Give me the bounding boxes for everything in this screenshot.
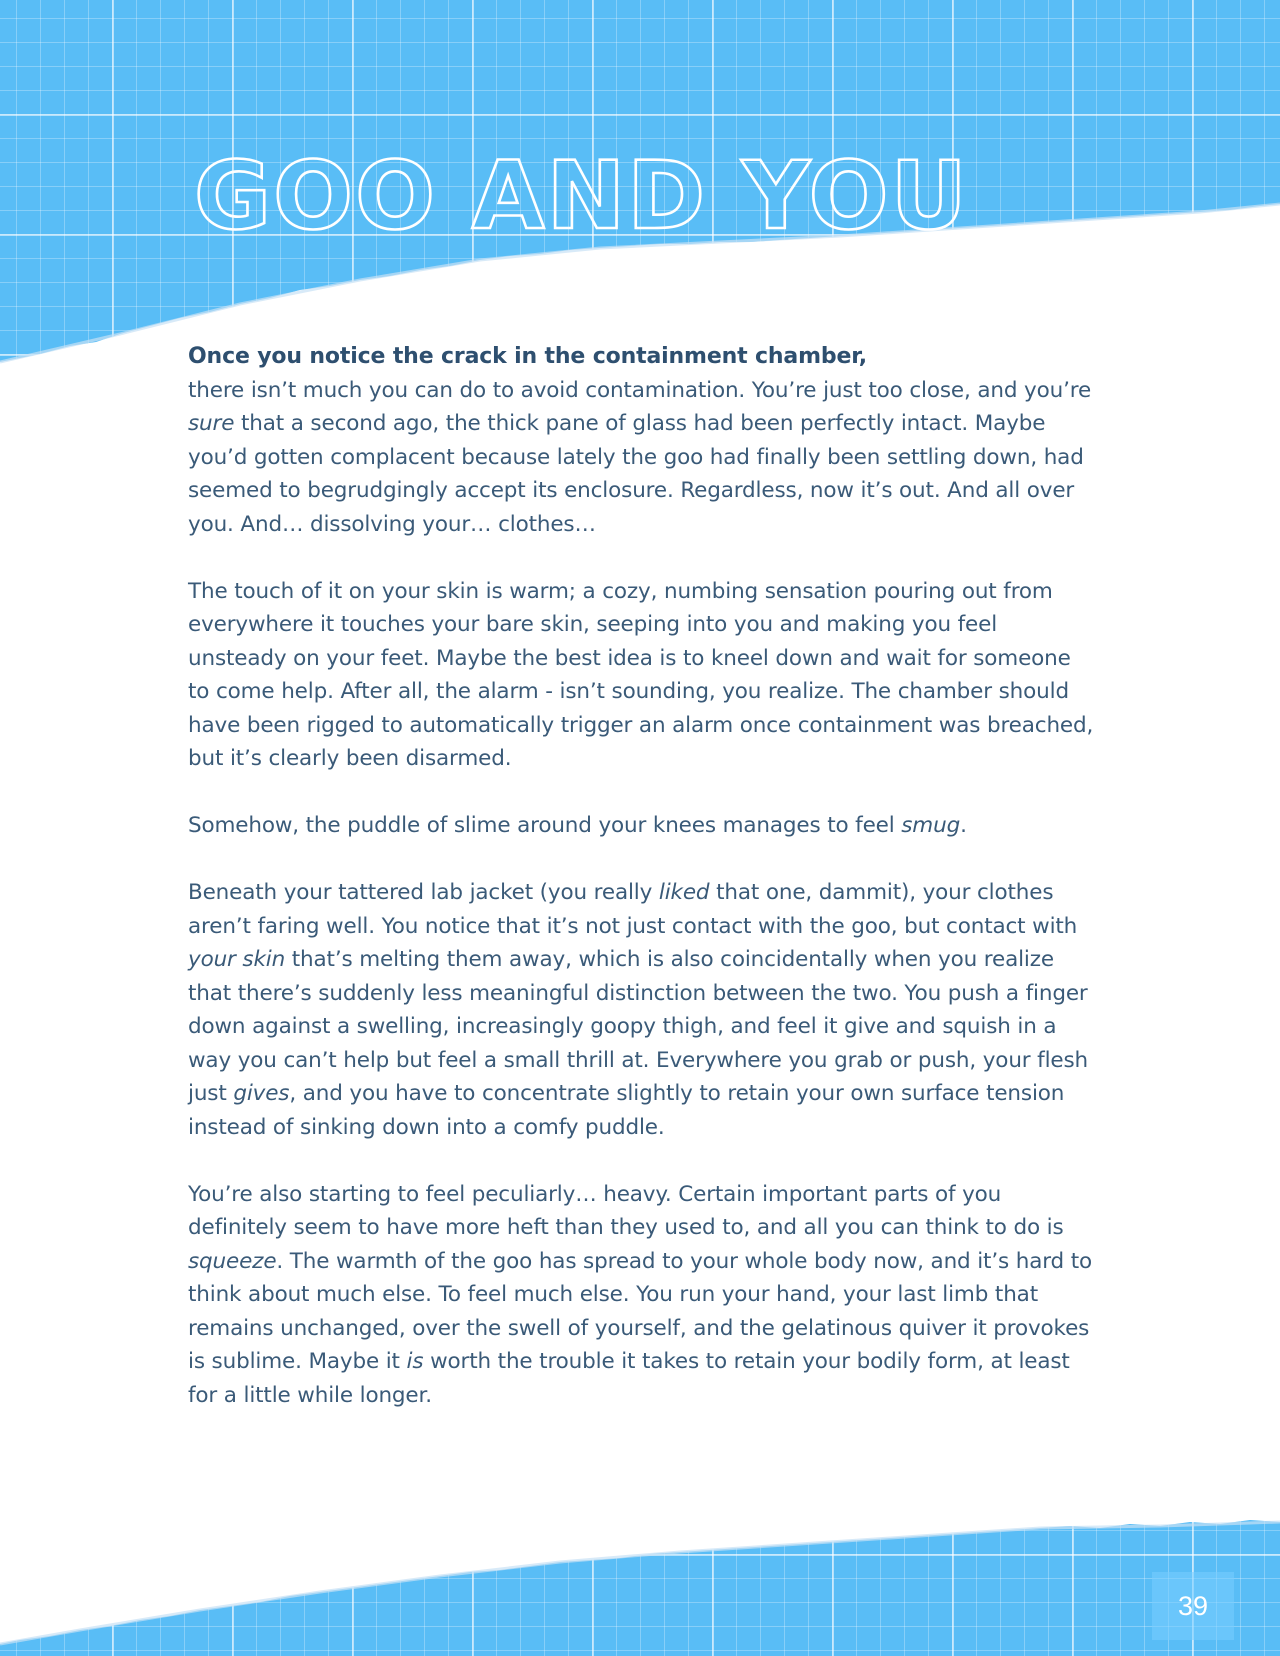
text-run: Somehow, the puddle of slime around your knees manages to feel [188, 813, 902, 838]
text-run: Beneath your tattered lab jacket (you really [188, 880, 659, 905]
page-title [190, 140, 970, 250]
paragraph-1-text [188, 378, 1091, 537]
paragraph-3 [188, 809, 1098, 843]
emphasis-text: is [406, 1349, 424, 1374]
text-run: You’re also starting to feel peculiarly… heavy. Certain important parts of you definitely seem to have more heft than they used to, and all you can think to do is [188, 1181, 1064, 1240]
emphasis-text: sure [188, 411, 235, 436]
text-run: The touch of it on your skin is warm; a cozy, numbing sensation pouring out from everywhere it touches your bare skin, seeping into you and making you feel unsteady on your feet. Maybe the best idea is to kneel down and wait for someone to come help. After all, the alarm - isn’t sounding, you realize. The chamber should have been rigged to automatically trigger an alarm once containment was breached, but it’s clearly been disarmed. [188, 578, 1094, 771]
text-run: that a second ago, the thick pane of glass had been perfectly intact. Maybe you’d gotten complacent because lately the goo had finally been settling down, had seemed to begrudgingly accept its enclosure. Regardless, now it’s out. And all over you. And… dissolving your… clothes… [188, 411, 1084, 537]
text-run: . The warmth of the goo has spread to your whole body now, and it’s hard to think about much else. To feel much else. You run your hand, your last limb that remains unchanged, over the swell of yourself, and the gelatinous quiver it provokes is sublime. Maybe it [188, 1248, 1093, 1374]
paragraph-4 [188, 876, 1098, 1144]
text-run: . [960, 813, 967, 838]
page-number-box [1152, 1572, 1234, 1640]
page-title-text: GOO AND YOU [194, 142, 969, 251]
emphasis-text: gives [233, 1081, 290, 1106]
article-body [188, 340, 1098, 1446]
page-number: 39 [1177, 1590, 1209, 1621]
paragraph-5 [188, 1178, 1098, 1413]
paragraph-2 [188, 575, 1098, 776]
text-run: that one, dammit), your clothes aren’t faring well. You notice that it’s not just contact with the goo, but contact with [188, 880, 1078, 939]
text-run: , and you have to concentrate slightly to retain your own surface tension instead of sinking down into a comfy puddle. [188, 1081, 1065, 1140]
emphasis-text: your skin [188, 947, 286, 972]
text-run: there isn’t much you can do to avoid contamination. You’re just too close, and you’re [188, 377, 1092, 403]
emphasis-text: squeeze [188, 1248, 277, 1274]
emphasis-text: liked [658, 880, 710, 905]
text-run: worth the trouble it takes to retain your bodily form, at least for a little while longer. [188, 1349, 1070, 1408]
paragraph-1 [188, 340, 1098, 541]
emphasis-text: smug [901, 813, 961, 838]
lead-heading: Once you notice the crack in the containment chamber, [188, 344, 867, 369]
text-run: that’s melting them away, which is also coincidentally when you realize that there’s suddenly less meaningful distinction between the two. You push a finger down against a swelling, increasingly goopy thigh, and feel it give and squish in a way you can’t help but feel a small thrill at. Everywhere you grab or push, your flesh just [188, 947, 1089, 1106]
